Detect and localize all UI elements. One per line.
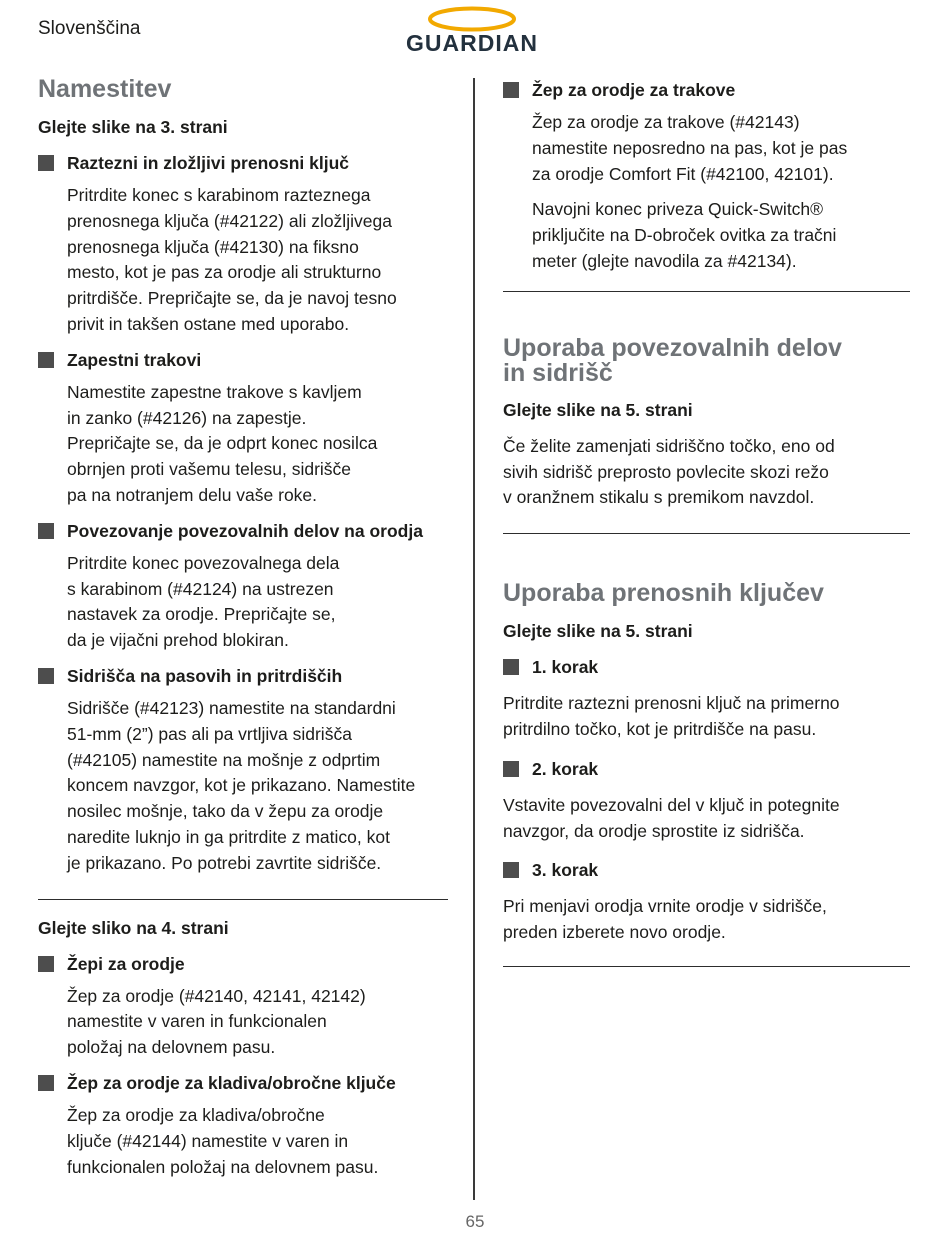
bullet-square-icon bbox=[503, 82, 519, 98]
section-rule bbox=[503, 291, 910, 292]
instruction-item bbox=[38, 664, 448, 877]
text-line: v oranžnem stikalu s premikom navzdol. bbox=[503, 487, 815, 508]
text-line: nosilec mošnje, tako da v žepu za orodje bbox=[67, 801, 384, 822]
item-body bbox=[67, 551, 448, 654]
bullet-square-icon bbox=[38, 352, 54, 368]
instruction-item bbox=[38, 952, 448, 1061]
bullet-square-icon bbox=[503, 761, 519, 777]
text-line: je prikazano. Po potrebi zavrtite sidrišče. bbox=[67, 852, 382, 873]
section-rule bbox=[38, 899, 448, 900]
section-rule bbox=[503, 966, 910, 967]
text-line: Vstavite povezovalni del v ključ in potegnite bbox=[503, 794, 840, 815]
column-divider bbox=[473, 78, 475, 1200]
instruction-item bbox=[38, 519, 448, 654]
text-line: in zanko (#42126) na zapestje. bbox=[67, 407, 307, 428]
bullet-square-icon bbox=[38, 1075, 54, 1091]
text-line: Žep za orodje za trakove (#42143) bbox=[532, 112, 800, 132]
text-line: meter (glejte navodila za #42134). bbox=[532, 250, 797, 271]
text-line: prenosnega ključa (#42130) na fiksno bbox=[67, 236, 359, 257]
text-line: koncem navzgor, kot je prikazano. Namestite bbox=[67, 775, 416, 796]
bullet-square-icon bbox=[38, 668, 54, 684]
step-item bbox=[503, 757, 910, 845]
figure-reference: Glejte slike na 5. strani bbox=[503, 399, 693, 420]
text-line: Pritrdite raztezni prenosni ključ na primerno bbox=[503, 693, 840, 714]
text-line: za orodje Comfort Fit (#42100, 42101). bbox=[532, 163, 834, 184]
text-line: preden izberete novo orodje. bbox=[503, 922, 726, 943]
text-line: obrnjen proti vašemu telesu, sidrišče bbox=[67, 459, 352, 480]
figure-reference: Glejte slike na 5. strani bbox=[503, 621, 693, 642]
text-line: priključite na D-obroček ovitka za tračni bbox=[532, 225, 837, 246]
section-title-povezovalni bbox=[503, 333, 910, 387]
item-heading: Povezovanje povezovalnih delov na orodja bbox=[67, 520, 423, 541]
text-line: položaj na delovnem pasu. bbox=[67, 1037, 276, 1058]
text-line: nastavek za orodje. Prepričajte se, bbox=[67, 604, 336, 625]
text-line: ključe (#42144) namestite v varen in bbox=[67, 1130, 349, 1151]
step-item bbox=[503, 858, 910, 946]
text-line: Pritrdite konec povezovalnega dela bbox=[67, 552, 340, 573]
text-line: Pritrdite konec s karabinom razteznega bbox=[67, 185, 371, 205]
item-heading: Zapestni trakovi bbox=[67, 349, 202, 370]
text-line: naredite luknjo in ga pritrdite z matico, kot bbox=[67, 826, 390, 847]
title-line: in sidrišč bbox=[503, 358, 613, 387]
figure-reference: Glejte sliko na 4. strani bbox=[38, 917, 229, 938]
text-line: Navojni konec priveza Quick-Switch® bbox=[532, 199, 824, 220]
text-line: namestite neposredno na pas, kot je pas bbox=[532, 137, 848, 158]
item-body bbox=[67, 380, 448, 509]
section-title-prenosni: Uporaba prenosnih ključev bbox=[503, 579, 824, 608]
text-line: prenosnega ključa (#42122) ali zložljivega bbox=[67, 210, 392, 231]
section-body bbox=[503, 434, 910, 511]
instruction-item bbox=[38, 1071, 448, 1180]
text-line: funkcionalen položaj na delovnem pasu. bbox=[67, 1156, 379, 1177]
item-body bbox=[67, 183, 448, 338]
section-title-namestitev: Namestitev bbox=[38, 75, 172, 103]
bullet-square-icon bbox=[503, 862, 519, 878]
figure-reference: Glejte slike na 3. strani bbox=[38, 117, 228, 137]
item-heading: Žepi za orodje bbox=[67, 953, 185, 974]
item-body bbox=[532, 197, 910, 274]
text-line: 51-mm (2”) pas ali pa vrtljiva sidrišča bbox=[67, 723, 352, 744]
text-line: pritrdišče. Prepričajte se, da je navoj tesno bbox=[67, 288, 397, 309]
text-line: (#42105) namestite na mošnje z odprtim bbox=[67, 749, 381, 770]
text-line: Namestite zapestne trakove s kavljem bbox=[67, 381, 362, 402]
logo-text: GUARDIAN bbox=[406, 30, 538, 56]
text-line: Pri menjavi orodja vrnite orodje v sidrišče, bbox=[503, 896, 827, 917]
item-heading: Raztezni in zložljivi prenosni ključ bbox=[67, 153, 349, 173]
text-line: Sidrišče (#42123) namestite na standardni bbox=[67, 697, 396, 718]
step-heading: 1. korak bbox=[532, 657, 599, 678]
text-line: pa na notranjem delu vaše roke. bbox=[67, 484, 318, 505]
bullet-square-icon bbox=[38, 155, 54, 171]
step-body bbox=[503, 894, 910, 946]
text-line: navzgor, da orodje sprostite iz sidrišča. bbox=[503, 820, 805, 841]
item-body bbox=[532, 110, 910, 187]
text-line: privit in takšen ostane med uporabo. bbox=[67, 313, 350, 334]
text-line: da je vijačni prehod blokiran. bbox=[67, 630, 289, 651]
text-line: namestite v varen in funkcionalen bbox=[67, 1011, 327, 1032]
left-column bbox=[38, 76, 448, 1190]
step-heading: 2. korak bbox=[532, 758, 599, 779]
item-body bbox=[67, 696, 448, 877]
item-heading: Sidrišča na pasovih in pritrdiščih bbox=[67, 665, 343, 686]
text-line: Če želite zamenjati sidriščno točko, eno od bbox=[503, 435, 835, 456]
language-label: Slovenščina bbox=[38, 18, 141, 39]
item-heading: Žep za orodje za trakove bbox=[532, 80, 736, 100]
step-item bbox=[503, 655, 910, 743]
guardian-logo bbox=[386, 4, 558, 54]
text-line: Žep za orodje (#42140, 42141, 42142) bbox=[67, 985, 366, 1006]
instruction-item bbox=[503, 78, 910, 275]
text-line: mesto, kot je pas za orodje ali strukturno bbox=[67, 262, 382, 283]
text-line: Prepričajte se, da je odprt konec nosilca bbox=[67, 433, 378, 454]
bullet-square-icon bbox=[38, 956, 54, 972]
step-body bbox=[503, 691, 910, 743]
item-body bbox=[67, 1103, 448, 1180]
text-line: pritrdilno točko, kot je pritrdišče na pasu. bbox=[503, 718, 817, 739]
item-body bbox=[67, 984, 448, 1061]
step-body bbox=[503, 793, 910, 845]
item-heading: Žep za orodje za kladiva/obročne ključe bbox=[67, 1072, 396, 1093]
page-number: 65 bbox=[465, 1212, 485, 1231]
step-heading: 3. korak bbox=[532, 860, 599, 881]
bullet-square-icon bbox=[38, 523, 54, 539]
text-line: Žep za orodje za kladiva/obročne bbox=[67, 1104, 325, 1125]
title-line: Uporaba povezovalnih delov bbox=[503, 333, 842, 362]
instruction-item bbox=[38, 151, 448, 338]
section-rule bbox=[503, 533, 910, 534]
text-line: sivih sidrišč preprosto povlecite skozi režo bbox=[503, 461, 829, 482]
instruction-item bbox=[38, 348, 448, 509]
text-line: s karabinom (#42124) na ustrezen bbox=[67, 578, 334, 599]
bullet-square-icon bbox=[503, 659, 519, 675]
right-column bbox=[503, 76, 910, 967]
